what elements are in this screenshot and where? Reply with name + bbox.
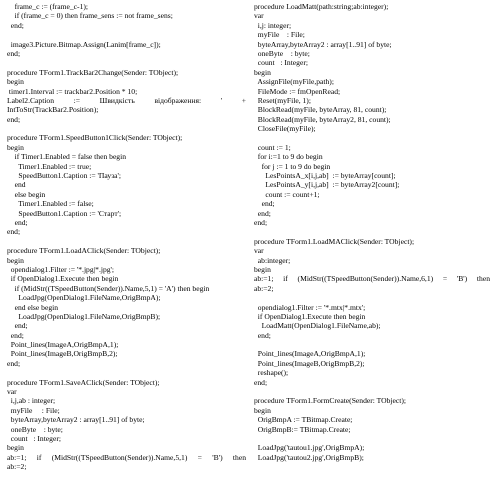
code-column-right [254, 2, 490, 462]
code-line: LesPointsA_x[i,j,ab] := byteArray[count]; [254, 171, 396, 181]
code-line: procedure TForm1.SaveAClick(Sender: TObject); [7, 377, 160, 387]
code-line: if OpenDialog1.Execute then begin [254, 311, 366, 321]
code-line: Timer1.Enabled := false; [7, 199, 94, 209]
blank-line [254, 133, 490, 142]
code-line: opendialog1.Filter := '*.jpg|*.jpg'; [7, 264, 115, 274]
blank-line [254, 293, 490, 302]
code-line: Point_lines(ImageB,OrigBmpB,2); [254, 358, 365, 368]
code-line: Reset(myFile, 1); [254, 95, 311, 105]
code-line: BlockRead(myFile, byteArray, 81, count); [254, 105, 387, 115]
code-line: begin [7, 77, 24, 87]
code-line: begin [254, 264, 271, 274]
blank-line [254, 340, 490, 349]
code-line: count := count+1; [254, 189, 320, 199]
code-line: end; [254, 208, 271, 218]
code-line: ab:=2; [7, 462, 27, 472]
code-line: image3.Picture.Bitmap.Assign(Lanim[frame_c]); [7, 39, 161, 49]
code-line: OrigBmpA := TBitmap.Create; [254, 415, 353, 425]
code-line: Point_lines(ImageA,OrigBmpA,1); [7, 340, 119, 350]
code-line: procedure TForm1.LoadMAClick(Sender: TObject); [254, 236, 415, 246]
code-line: end [7, 180, 26, 190]
blank-line [254, 434, 490, 443]
code-line: begin [7, 443, 24, 453]
code-line: opendialog1.Filter := '*.mtx|*.mtx'; [254, 302, 366, 312]
code-line: myFile : File; [7, 405, 60, 415]
code-line: var [254, 246, 264, 256]
code-line: end; [7, 227, 21, 237]
code-line: FileMode := fmOpenRead; [254, 86, 341, 96]
code-line: Point_lines(ImageB,OrigBmpB,2); [7, 349, 118, 359]
code-line: procedure TForm1.TrackBar2Change(Sender: TObject); [7, 67, 179, 77]
code-line: IntToStr(TrackBar2.Position); [7, 105, 99, 115]
code-line: end; [254, 330, 271, 340]
blank-line [7, 58, 246, 67]
code-line: i,j,ab : integer; [7, 396, 56, 406]
code-line: SpeedButton1.Caption := 'Пауза'; [7, 171, 122, 181]
code-line: begin [254, 67, 271, 77]
code-line: end; [7, 20, 24, 30]
code-line: BlockRead(myFile, byteArray2, 81, count); [254, 114, 391, 124]
code-line: procedure TForm1.FormCreate(Sender: TObject); [254, 396, 407, 406]
code-line: end; [7, 217, 28, 227]
code-line: oneByte : byte; [7, 424, 63, 434]
code-line: AssignFile(myFile,path); [254, 77, 334, 87]
code-line: LoadJpg('tautou1.jpg',OrigBmpA); [254, 443, 365, 453]
code-line: Label2.Caption := Швидкість відображення: ' + [7, 95, 246, 105]
code-line: end; [7, 330, 24, 340]
code-line: reshape(); [254, 368, 289, 378]
code-line: end; [254, 377, 268, 387]
code-line: ab:integer; [254, 255, 291, 265]
code-line: procedure TForm1.SpeedButton1Click(Sender: TObject); [7, 133, 183, 143]
code-line: frame_c := (frame_c-1); [7, 2, 89, 11]
code-line: ab:=1; if (MidStr((TSpeedButton(Sender)).Name,5,1) = 'B') then [7, 452, 246, 462]
code-line: myFile : File; [254, 30, 305, 40]
code-line: procedure LoadMatt(path:string;ab:integer); [254, 2, 389, 11]
blank-line [7, 237, 246, 246]
code-line: var [254, 11, 264, 21]
code-line: timer1.Interval := trackbar2.Position * 10; [7, 86, 138, 96]
code-line: LoadJpg('tautou2.jpg',OrigBmpB); [254, 452, 364, 462]
code-line: end; [7, 114, 21, 124]
code-line: end; [254, 217, 268, 227]
code-line: count : Integer; [254, 58, 308, 68]
blank-line [7, 368, 246, 377]
code-line: CloseFile(myFile); [254, 124, 316, 134]
code-line: else begin [7, 189, 46, 199]
code-line: ab:=2; [254, 283, 274, 293]
code-line: count : Integer; [7, 433, 61, 443]
code-line: var [7, 387, 17, 397]
code-line: count := 1; [254, 142, 291, 152]
code-line: LoadJpg(OpenDialog1.FileName,OrigBmpA); [7, 293, 161, 303]
blank-line [7, 124, 246, 133]
code-line: begin [254, 405, 271, 415]
code-line: for j := 1 to 9 do begin [254, 161, 331, 171]
code-line: if (frame_c = 0) then frame_sens := not frame_sens; [7, 11, 173, 21]
code-line: end; [7, 48, 21, 58]
code-line: Point_lines(ImageA,OrigBmpA,1); [254, 349, 366, 359]
blank-line [254, 387, 490, 396]
blank-line [7, 30, 246, 39]
blank-line [254, 227, 490, 236]
code-line: end else begin [7, 302, 59, 312]
code-line: if OpenDialog1.Execute then begin [7, 274, 119, 284]
code-line: end; [254, 199, 275, 209]
code-line: byteArray,byteArray2 : array[1..91] of byte; [254, 39, 392, 49]
code-line: procedure TForm1.LoadAClick(Sender: TObject); [7, 246, 161, 256]
code-line: for i:=1 to 9 do begin [254, 152, 323, 162]
code-line: LoadMatt(OpenDialog1.FileName,ab); [254, 321, 381, 331]
code-line: end; [7, 321, 28, 331]
code-line: LesPointsA_y[i,j,ab] := byteArray2[count]; [254, 180, 400, 190]
code-line: Timer1.Enabled := true; [7, 161, 92, 171]
code-line: if (MidStr((TSpeedButton(Sender)).Name,5,1) = 'A') then begin [7, 283, 210, 293]
code-line: LoadJpg(OpenDialog1.FileName,OrigBmpB); [7, 311, 161, 321]
code-line: oneByte : byte; [254, 48, 310, 58]
code-line: byteArray,byteArray2 : array[1..91] of byte; [7, 415, 145, 425]
code-line: begin [7, 142, 24, 152]
code-line: i,j: integer; [254, 20, 292, 30]
code-line: if Timer1.Enabled = false then begin [7, 152, 127, 162]
code-line: begin [7, 255, 24, 265]
code-line: SpeedButton1.Caption := 'Старт'; [7, 208, 122, 218]
code-column-left [7, 2, 246, 472]
code-line: end; [7, 358, 21, 368]
code-line: OrigBmpB:= TBitmap.Create; [254, 424, 351, 434]
code-line: ab:=1; if (MidStr((TSpeedButton(Sender)).Name,6,1) = 'B') then [254, 274, 490, 284]
